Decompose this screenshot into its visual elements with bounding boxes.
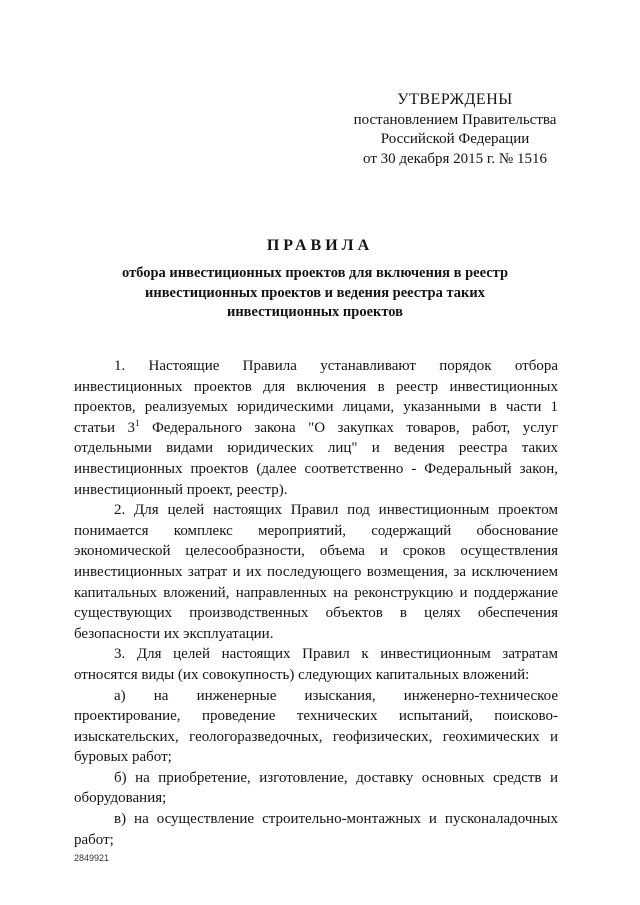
paragraph-3-item-c: в) на осуществление строительно-монтажных и пусконаладочных работ; xyxy=(74,811,558,848)
paragraph-1 xyxy=(74,356,558,500)
paragraph-3: 3. Для целей настоящих Правил к инвестиционным затратам относятся виды (их совокупность) следующих капитальных вложений: xyxy=(74,646,558,683)
paragraph-1-part-a: 1. Настоящие Правила устанавливают порядок отбора инвестиционных проектов для включения в реестр инвестиционных проектов, реализуемых юридическими лицами, указанными в части 1 статьи 3 xyxy=(74,358,558,436)
approval-line-2: Российской Федерации xyxy=(380,131,530,147)
paragraph-2: 2. Для целей настоящих Правил под инвестиционным проектом понимается комплекс мероприятий, содержащий обоснование экономической целесообразности, объема и сроков осуществления инвестиционных затрат и их последующего возмещения, за исключением капитальных вложений, направленных на реконструкцию и поддержание существующих производственных объектов в целях обеспечения безопасности их эксплуатации. xyxy=(74,502,558,642)
approval-line-3: от 30 декабря 2015 г. № 1516 xyxy=(363,150,547,167)
approval-line-1: постановлением Правительства xyxy=(353,111,557,128)
paragraph-1-superscript: 1 xyxy=(135,417,140,428)
paragraph-1-part-b: Федерального закона "О закупках товаров, работ, услуг отдельными видами юридических лиц" и ведения реестра таких инвестиционных проектов (далее соответственно - Федеральный закон, инвестиционный проект, реестр). xyxy=(74,419,558,498)
document-title: ПРАВИЛА xyxy=(266,237,374,254)
document-subtitle: отбора инвестиционных проектов для включения в реестр инвестиционных проектов и ведения реестра таких инвестиционных проектов xyxy=(121,265,509,320)
paragraph-3-item-b: б) на приобретение, изготовление, доставку основных средств и оборудования; xyxy=(74,769,558,807)
paragraph-3-item-a: а) на инженерные изыскания, инженерно-техническое проектирование, проведение технических испытаний, поисково-изыскательских, геологоразведочных, геофизических, геохимических и буровых работ; xyxy=(74,687,558,766)
document-body xyxy=(74,356,558,850)
approval-heading: УТВЕРЖДЕНЫ xyxy=(397,91,513,108)
document-number: 2849921 xyxy=(74,853,110,863)
approval-block xyxy=(330,90,580,169)
